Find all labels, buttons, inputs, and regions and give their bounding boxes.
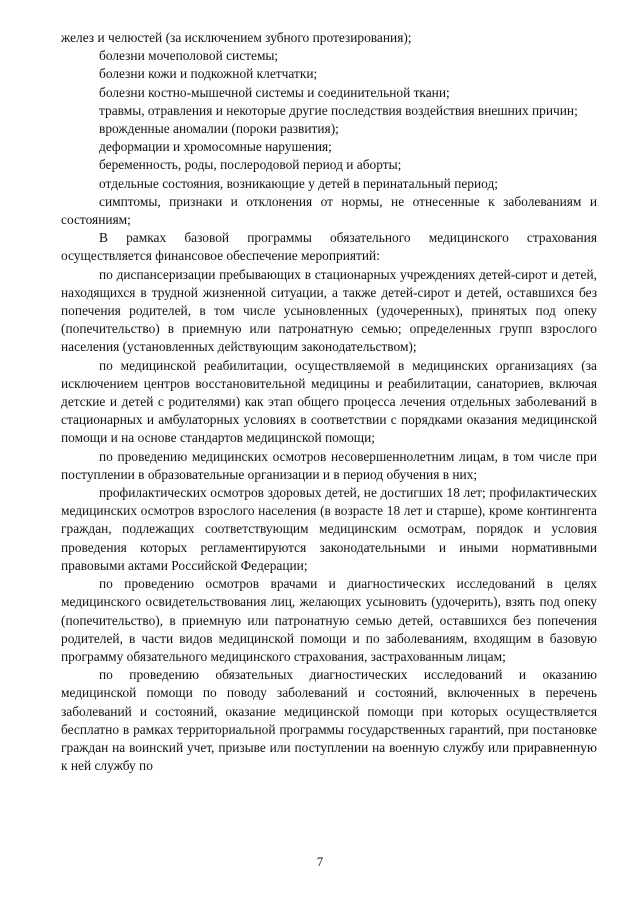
paragraph-13: по медицинской реабилитации, осуществляемой в медицинских организациях (за исключением центров восстановительной медицины и реабилитации, санаториев, включая детские и детей с родителями) как этап общего процесса лечения отдельных заболеваний в стационарных и амбулаторных условиях в соответствии с порядками оказания медицинской помощи и на основе стандартов медицинской помощи; bbox=[61, 357, 597, 446]
paragraph-1: желез и челюстей (за исключением зубного протезирования); bbox=[61, 30, 412, 45]
paragraph-16: по проведению осмотров врачами и диагностических исследований в целях медицинского освидетельствования лиц, желающих усыновить (удочерить), взять под опеку (попечительство), в приемную или патронатную семью детей, оставшихся без попечения родителей, в части видов медицинской помощи и по заболеваниям, входящим в базовую программу обязательного медицинского страхования, застрахованным лицам; bbox=[61, 576, 597, 664]
paragraph-15: профилактических осмотров здоровых детей, не достигших 18 лет; профилактических медицинских осмотров взрослого населения (в возрасте 18 лет и старше), кроме контингента граждан, подлежащих соответствующим медицинским осмотрам, порядок и условия проведения которых регламентируются законодательными и иными нормативными правовыми актами Российской Федерации; bbox=[61, 485, 597, 573]
page-number: 7 bbox=[316, 854, 324, 869]
paragraph-10: симптомы, признаки и отклонения от нормы, не отнесенные к заболеваниям и состояниям; bbox=[61, 193, 597, 228]
document-body bbox=[61, 29, 597, 775]
paragraph-3: болезни кожи и подкожной клетчатки; bbox=[99, 66, 318, 82]
paragraph-2: болезни мочеполовой системы; bbox=[99, 48, 279, 64]
paragraph-17: по проведению обязательных диагностических исследований и оказанию медицинской помощи по поводу заболеваний и состояний, включенных в перечень заболеваний и состояний, оказание медицинской помощи при которых осуществляется бесплатно в рамках территориальной программы государственных гарантий, при постановке граждан на воинский учет, призыве или поступлении на военную службу или приравненную к ней службу по bbox=[61, 667, 597, 774]
paragraph-7: деформации и хромосомные нарушения; bbox=[99, 139, 332, 155]
paragraph-14: по проведению медицинских осмотров несовершеннолетним лицам, в том числе при поступлении в образовательные организации и в период обучения в них; bbox=[61, 448, 597, 482]
paragraph-8: беременность, роды, послеродовой период и аборты; bbox=[99, 157, 402, 173]
paragraph-4: болезни костно-мышечной системы и соединительной ткани; bbox=[99, 84, 450, 100]
paragraph-9: отдельные состояния, возникающие у детей в перинатальный период; bbox=[99, 175, 499, 191]
paragraph-11: В рамках базовой программы обязательного медицинского страхования осуществляется финансовое обеспечение мероприятий: bbox=[61, 230, 597, 264]
paragraph-5: травмы, отравления и некоторые другие последствия воздействия внешних причин; bbox=[99, 102, 578, 118]
paragraph-12: по диспансеризации пребывающих в стационарных учреждениях детей-сирот и детей, находящихся в трудной жизненной ситуации, а также детей-сирот и детей, оставшихся без попечения родителей, в том числе усыновленных (удочеренных), принятых под опеку (попечительство) в приемную или патронатную семью; определенных групп взрослого населения (установленных действующим законодательством); bbox=[61, 266, 597, 355]
paragraph-6: врожденные аномалии (пороки развития); bbox=[99, 121, 339, 137]
